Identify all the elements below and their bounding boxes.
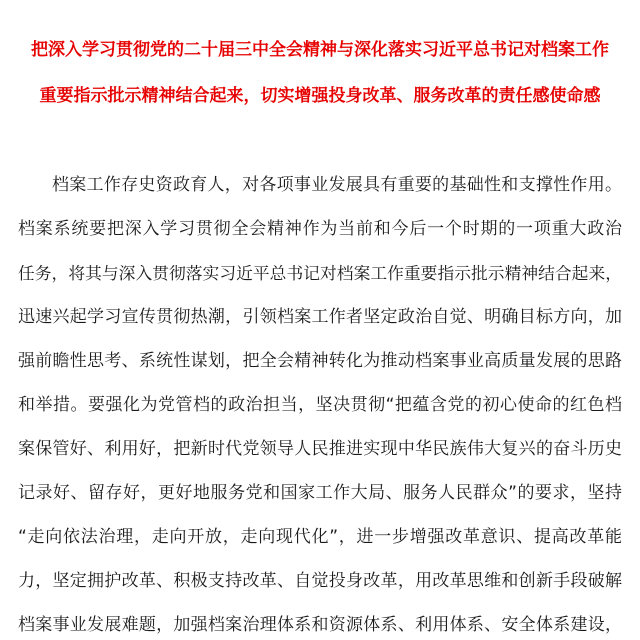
- paragraph-line: 记录好、留存好，更好地服务党和国家工作大局、服务人民群众”的要求，坚持: [18, 483, 622, 503]
- paragraph-line: 案保管好、利用好，把新时代党领导人民推进实现中华民族伟大复兴的奋斗历史: [18, 439, 622, 459]
- title-line-1: 把深入学习贯彻党的二十届三中全会精神与深化落实习近平总书记对档案工作: [31, 40, 609, 60]
- paragraph-line: 力，坚定拥护改革、积极支持改革、自觉投身改革，用改革思维和创新手段破解: [18, 571, 622, 591]
- paragraph-line: 档案事业发展难题，加强档案治理体系和资源体系、利用体系、安全体系建设，: [18, 615, 622, 635]
- paragraph-line: “走向依法治理，走向开放，走向现代化”，进一步增强改革意识、提高改革能: [18, 527, 622, 547]
- paragraph-line: 任务，将其与深入贯彻落实习近平总书记对档案工作重要指示批示精神结合起来，: [18, 263, 622, 283]
- paragraph-line: 和举措。要强化为党管档的政治担当，坚决贯彻“把蕴含党的初心使命的红色档: [18, 395, 622, 415]
- paragraph-line: 档案系统要把深入学习贯彻全会精神作为当前和今后一个时期的一项重大政治: [18, 219, 622, 239]
- paragraph-line: 迅速兴起学习宣传贯彻热潮，引领档案工作者坚定政治自觉、明确目标方向，加: [18, 307, 622, 327]
- title-line-2: 重要指示批示精神结合起来，切实增强投身改革、服务改革的责任感使命感: [39, 86, 601, 106]
- paragraph-line: 档案工作存史资政育人，对各项事业发展具有重要的基础性和支撑性作用。: [52, 175, 622, 195]
- paragraph-line: 强前瞻性思考、系统性谋划，把全会精神转化为推动档案事业高质量发展的思路: [18, 351, 622, 371]
